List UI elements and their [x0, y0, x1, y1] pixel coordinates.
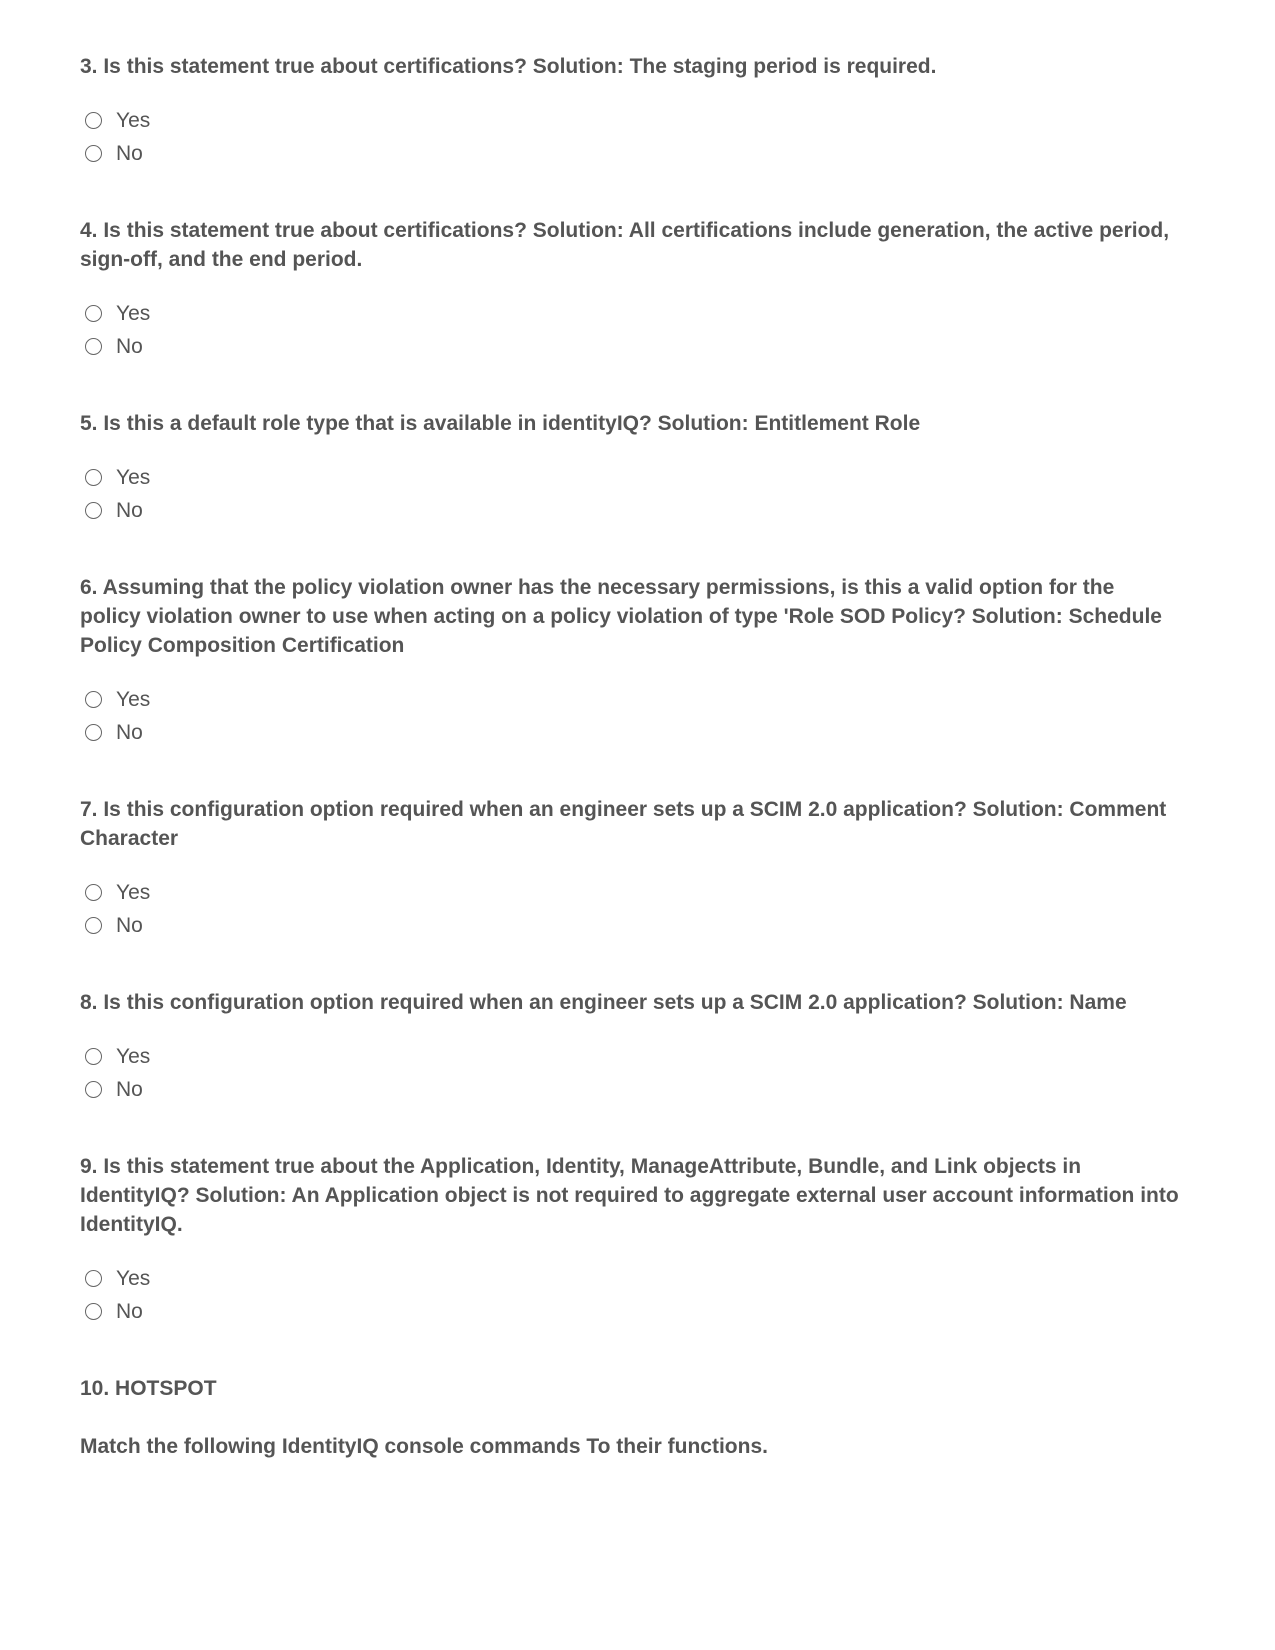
- answer-options: [80, 683, 1180, 749]
- option-no[interactable]: [80, 1295, 1180, 1328]
- answer-options: [80, 1262, 1180, 1328]
- option-label: Yes: [116, 1266, 151, 1290]
- question-list: [80, 52, 1180, 1461]
- option-yes[interactable]: [80, 1040, 1180, 1073]
- radio-button-icon[interactable]: [85, 1081, 102, 1098]
- option-label: No: [116, 334, 143, 358]
- radio-button-icon[interactable]: [85, 338, 102, 355]
- option-no[interactable]: [80, 330, 1180, 363]
- option-label: No: [116, 498, 143, 522]
- radio-button-icon[interactable]: [85, 1303, 102, 1320]
- option-label: Yes: [116, 301, 151, 325]
- option-label: Yes: [116, 108, 151, 132]
- option-no[interactable]: [80, 909, 1180, 942]
- answer-options: [80, 461, 1180, 527]
- question-9: [80, 1152, 1180, 1328]
- radio-button-icon[interactable]: [85, 724, 102, 741]
- option-yes[interactable]: [80, 461, 1180, 494]
- radio-button-icon[interactable]: [85, 305, 102, 322]
- question-text: 8. Is this configuration option required when an engineer sets up a SCIM 2.0 application? Solution: Name: [80, 991, 1127, 1014]
- radio-button-icon[interactable]: [85, 112, 102, 129]
- answer-options: [80, 104, 1180, 170]
- option-label: No: [116, 141, 143, 165]
- option-label: No: [116, 1299, 143, 1323]
- answer-options: [80, 876, 1180, 942]
- option-label: Yes: [116, 687, 151, 711]
- radio-button-icon[interactable]: [85, 1270, 102, 1287]
- hotspot-instruction: Match the following IdentityIQ console commands To their functions.: [80, 1435, 768, 1458]
- option-yes[interactable]: [80, 1262, 1180, 1295]
- option-label: Yes: [116, 880, 151, 904]
- option-label: Yes: [116, 465, 151, 489]
- radio-button-icon[interactable]: [85, 1048, 102, 1065]
- question-7: [80, 795, 1180, 942]
- question-text: 6. Assuming that the policy violation owner has the necessary permissions, is this a valid option for the policy violation owner to use when acting on a policy violation of type 'Role SOD Policy? Solution: Schedule Policy Composition Certification: [80, 576, 1162, 657]
- option-yes[interactable]: [80, 683, 1180, 716]
- question-text: 4. Is this statement true about certifications? Solution: All certifications include generation, the active period, sign-off, and the end period.: [80, 219, 1170, 271]
- answer-options: [80, 1040, 1180, 1106]
- option-no[interactable]: [80, 494, 1180, 527]
- question-6: [80, 573, 1180, 749]
- hotspot-title: 10. HOTSPOT: [80, 1377, 217, 1400]
- question-text: 5. Is this a default role type that is available in identityIQ? Solution: Entitlement Role: [80, 412, 921, 435]
- radio-button-icon[interactable]: [85, 502, 102, 519]
- answer-options: [80, 297, 1180, 363]
- question-8: [80, 988, 1180, 1106]
- radio-button-icon[interactable]: [85, 917, 102, 934]
- radio-button-icon[interactable]: [85, 884, 102, 901]
- radio-button-icon[interactable]: [85, 469, 102, 486]
- option-label: No: [116, 720, 143, 744]
- option-yes[interactable]: [80, 876, 1180, 909]
- radio-button-icon[interactable]: [85, 145, 102, 162]
- option-label: No: [116, 1077, 143, 1101]
- option-no[interactable]: [80, 1073, 1180, 1106]
- question-text: 3. Is this statement true about certifications? Solution: The staging period is required.: [80, 55, 937, 78]
- option-no[interactable]: [80, 137, 1180, 170]
- question-10-hotspot: [80, 1374, 1180, 1461]
- radio-button-icon[interactable]: [85, 691, 102, 708]
- option-label: Yes: [116, 1044, 151, 1068]
- option-no[interactable]: [80, 716, 1180, 749]
- option-yes[interactable]: [80, 104, 1180, 137]
- question-3: [80, 52, 1180, 170]
- question-4: [80, 216, 1180, 363]
- option-yes[interactable]: [80, 297, 1180, 330]
- question-text: 9. Is this statement true about the Application, Identity, ManageAttribute, Bundle, and Link objects in IdentityIQ? Solution: An Application object is not required to aggregate external user account information into IdentityIQ.: [80, 1155, 1179, 1236]
- question-text: 7. Is this configuration option required when an engineer sets up a SCIM 2.0 application? Solution: Comment Character: [80, 798, 1167, 850]
- question-5: [80, 409, 1180, 527]
- option-label: No: [116, 913, 143, 937]
